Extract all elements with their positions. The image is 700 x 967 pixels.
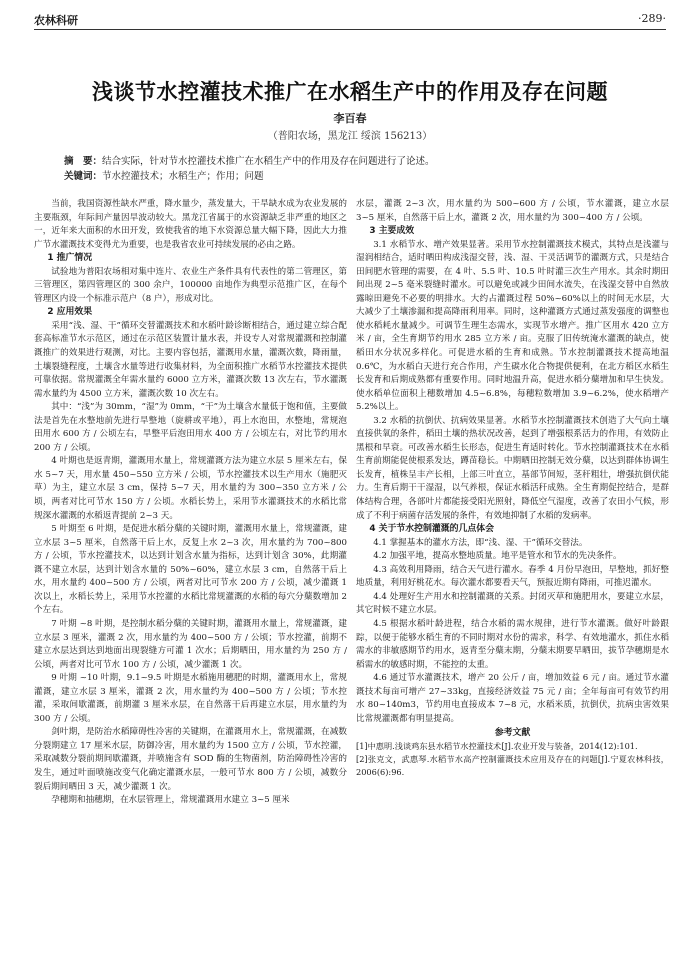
body-paragraph: 采用“浅、湿、干”循环交替灌溉技术和水稻叶龄诊断相结合，通过建立综合配套高标准节水示范区，通过在示范区装置计量水表，并设专人对常规灌溉和控制灌溉推广的效果进行观测，对比。主要内容包括，灌溉用水量，灌溉次数，降雨量，土壤裂缝程度，土壤含水量等进行收集材料，为全面积推广水稻节水控灌技术提供可靠依据。常规灌溉全年需水量约 6000 立方米，灌溉次数 13 次左右，节水灌溉需水量约为 4500 立方米，灌溉次数 10 次左右。 — [34, 320, 347, 399]
body-paragraph: 4 叶期也是返青期，灌溉用水量上，常规灌溉方法为建立水层 5 厘米左右，保水 5~7 天，用水量 450~550 立方米 / 公顷，节水控灌技术以生产用水（施肥灭草）为主，建立水层 3 cm，保持 5~7 天，用水量约为 300~350 立方米 / 公顷，两者对比可节水 150 方 / 公顷。水稻长势上，采用节水灌溉技术的水稻比常规深水灌溉的水稻返青提前 2~3 天。 — [34, 456, 347, 521]
author-name: 李百春 — [333, 112, 367, 125]
body-paragraph: 其中：“浅”为 30mm，“湿”为 0mm，“干”为土壤含水量低于饱和值，主要做法是首先在水整地前先进行旱整地（旋耕或平地），再上水泡田，水整地，常规泡田用水 600 方 / 公顷左右，旱整平后泡田用水 400 方 / 公顷左右，对比节约用水 200 方 / 公顷。 — [34, 402, 347, 453]
author-affiliation: （普阳农场，黑龙江 绥滨 156213） — [267, 131, 433, 142]
reference-item: [1]中惠明.浅谈鸡东县水稻节水控灌技术[J].农业开发与装备，2014(12):101. — [356, 741, 638, 752]
abstract-text: 结合实际，针对节水控灌技术推广在水稻生产中的作用及存在问题进行了论述。 — [102, 156, 435, 167]
body-paragraph: 当前，我国资源性缺水严重，降水量少，蒸发量大，干旱缺水成为农业发展的主要瓶颈，年际间产量因旱波动较大。黑龙江省属于的水资源缺乏非严重的地区之一，近年来大面积的水田开发，致使我省的地下水资源总量大幅下降，因此大力推广节水灌溉技术变得尤为重要，也是我省农业可持续发展的必由之路。 — [34, 199, 347, 250]
body-paragraph: 4.4 处理好生产用水和控制灌溉的关系。封闭灭草和施肥用水，要建立水层，其它时候不建立水层。 — [356, 591, 669, 616]
keywords — [64, 170, 664, 184]
keywords-label: 关键词： — [64, 171, 103, 182]
article-title: 浅谈节水控灌技术推广在水稻生产中的作用及存在问题 — [92, 80, 608, 104]
body-paragraph: 4.3 高效利用降雨，结合天气进行灌水。春季 4 月份早泡田，早整地，抓好整地质量，利用好桃花水。每次灌水都要看天气，预报近期有降雨，可推迟灌水。 — [356, 564, 669, 589]
body-paragraph: 7 叶期 ~8 叶期，是控制水稻分蘖的关键时期，灌溉用水量上，常规灌溉，建立水层 3 厘米，灌溉 2 次，用水量约为 400~500 方 / 公顷；节水控灌，前期不建立水层达到达到地面出现裂缝方可灌 1 次水；后期晒田，用水量约为 250 方 / 公顷，两者对比可节水 100 方 / 公顷，减少灌溉 1 次。 — [34, 618, 347, 670]
body-paragraph: 4.2 加强平地，提高水整地质量。地平是管水和节水的先决条件。 — [373, 551, 622, 562]
references-heading: 参考文献 — [494, 728, 531, 739]
body-column-left — [34, 198, 347, 958]
journal-name: 农林科研 — [34, 14, 78, 27]
body-paragraph: 3.1 水稻节水、增产效果显著。采用节水控制灌溉技术模式，其特点是浅灌与湿润相结合，适时晒田构成浅湿交替，浅、湿、干灵活调节的灌溉方式，只是结合田间肥水管理的需要，在 4 叶、5.5 叶、10.5 叶时灌三次生产用水。其余时期田间出现 2~5 毫米裂缝时灌水。可以避免或减少田间水流失，在浅湿交替中自然放露晾田避免不必要的明排水。大约占灌溉过程 50%~60%以上的时间无水层，大大减少了土壤渗漏和提高降雨利用率。同时，这种灌溉方式通过蒸发强度的调整也使水稻耗水量减少。可调节生理生态需水，实现节水增产。推广区用水 420 立方米 / 亩，全生育期节约用水 285 立方米 / 亩。克服了旧传统淹水灌溉的缺点，使稻田水分状况多样化。可促进水稻的生育和成熟。节水控制灌溉技术提高地温 0.6℃，为水稻白天进行充合作用，产生碳水化合物提供便利，在北方稻区水稻生长发育和后期成熟都有重要作用。同时地温升高，促进水稻分蘖增加和早生快发。使水稻单位面积上穗数增加 4.5~6.8%，每穗粒数增加 3.9~6.2%，使水稻增产 5.2%以上。 — [356, 239, 669, 413]
section-heading: 2 应用效果 — [47, 307, 93, 318]
body-paragraph: 试验地为普阳农场相对集中连片、农业生产条件具有代表性的第二管理区，第三管理区，第四管理区的 300 余户，100000 亩地作为典型示范推广区，在每个管理区内设一个标准示范户（8 户），形成对比。 — [34, 266, 347, 304]
body-paragraph: 9 叶期 ~10 叶期，9.1~9.5 叶期是水稻施用穗肥的时期，灌溉用水上，常规灌溉，建立水层 3 厘米，灌溉 2 次，用水量约为 400~500 方 / 公顷；节水控灌，采取间歇灌溉，前期灌 3 厘米水层，在自然落干后再建立水层，用水量约为 300 方 / 公顷。 — [34, 673, 347, 724]
reference-item: [2]张克文，武惠琴.水稻节水高产控制灌溉技术应用及存在的问题[J].宁夏农林科技，2006(6):96. — [356, 754, 669, 778]
header-rule — [34, 29, 666, 30]
body-paragraph: 4.1 掌握基本的灌水方法，即“浅、湿、干”循环交替法。 — [373, 537, 588, 548]
body-paragraph: 4.5 根据水稻叶龄进程，结合水稻的需水规律，进行节水灌溉。做好叶龄跟踪，以便于能够水稻生育的不同时期对水份的需求，科学、有效地灌水，抓住水稻需水的非敏感期节约用水，返青至分蘖末期，分蘖末期要早晒田，拔节孕穗期是水稻需水的敏感时期，不能控的太重。 — [356, 618, 669, 670]
section-heading: 3 主要成效 — [369, 226, 415, 237]
section-heading: 4 关于节水控制灌溉的几点体会 — [369, 524, 494, 535]
body-paragraph: 孕穗期和抽穗期，在水层管理上，常规灌溉用水建立 3~5 厘米 — [51, 795, 290, 806]
abstract — [64, 155, 664, 169]
body-column-right — [356, 198, 669, 958]
body-paragraph: 剑叶期，是防治水稻障碍性冷害的关键期，在灌溉用水上，常规灌溉，在减数分裂期建立 17 厘米水层，防御冷害，用水量约为 1500 立方 / 公顷，节水控灌，采取减数分裂前期间歇灌溉，并喷施含有 SOD 酶的生物菌剂，防治障碍性冷害的发生，通过叶面喷施改变气化确定灌溉水层，一般可节水 800 方 / 公顷，减数分裂后期间晒田 3 天，减少灌溉 1 次。 — [34, 727, 347, 792]
section-heading: 1 推广情况 — [47, 253, 93, 264]
abstract-label: 摘 要： — [64, 156, 103, 167]
keywords-text: 节水控灌技术；水稻生产；作用；问题 — [102, 171, 264, 182]
page-number: ·289· — [638, 12, 666, 25]
body-paragraph: 4.6 通过节水灌溉技术，增产 20 公斤 / 亩，增加效益 6 元 / 亩。通过节水灌溉技术每亩可增产 27~33kg，直接经济效益 75 元 / 亩；全年每亩可有效节约用水 80~140m3，节约用电直接成本 7~8 元，水稻米质，抗倒伏，抗病虫害效果比常规灌溉都有明显提高。 — [356, 673, 669, 724]
body-paragraph: 3.2 水稻的抗倒伏、抗病效果显著。水稻节水控制灌溉技术创造了大气向土壤直接供氧的条件，稻田土壤的热状况改善，起到了增强根系活力的作用，有效防止黑根和早衰。可改善水稻生长形态，促进生育适时转化。节水控制灌溉技术在水稻生育前期能促使根系发达，蹲苗稳长。中期晒田控制无效分蘖，以达到群体协调生长发育，植株呈丰产长相，上部三叶直立，基部节间短，茎秆粗壮，增强抗倒伏能力。生育后期干干湿湿，以气养根，保证水稻活秆成熟。全生育期促控结合，是群体结构合理，各部叶片都能接受阳光照射，降低空气湿度，改善了农田小气候，形成了不利于病菌存活发展的条件，有效地抑制了水稻的发病率。 — [356, 415, 669, 521]
body-paragraph: 水层，灌溉 2~3 次，用水量约为 500~600 方 / 公顷，节水灌溉，建立水层 3~5 厘米，自然落干后上水，灌溉 2 次，用水量约为 300~400 方 / 公顷。 — [356, 199, 669, 223]
body-paragraph: 5 叶期至 6 叶期，是促进水稻分蘖的关键时期，灌溉用水量上，常规灌溉，建立水层 3~5 厘米，自然落干后上水，反复上水 2~3 次，用水量约为 700~800 方 / 公顷，节水控灌技术，以达到计划含水量为指标，达到计划含 30%，此期灌溉不建立水层，达到计划含水量的 50%~60%，建立水层 3 cm，自然落干后上水，用水量约 400~500 方 / 公顷，两者对比可节水 200 方 / 公顷，减少灌溉 1 次以上，水稻长势上，采用节水控灌的水稻比常规灌溉的水稻的每穴分蘖数增加 2 个左右。 — [34, 524, 347, 616]
